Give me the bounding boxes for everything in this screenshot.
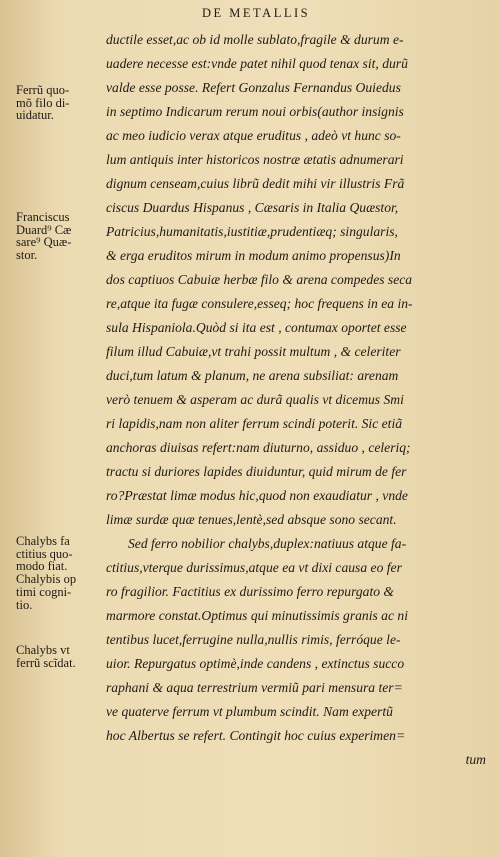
margin-note-line: timi cogni- [16,584,72,599]
text-line: ro?Præstat limæ modus hic,quod non exaudiatur , vnde [106,488,408,503]
text-line: ductile esset,ac ob id molle sublato,fragile & durum e- [106,32,404,47]
margin-note-ferrum-quomodo [16,84,106,122]
margin-note-line: Chalybs fa [16,534,70,548]
margin-note-line: tio. [16,597,33,612]
text-line: verò tenuem & asperam ac durã qualis vt dicemus Smi [106,392,404,407]
text-line: ciscus Duardus Hispanus , Cæsaris in Italia Quæstor, [106,200,399,215]
margin-note-line: Ferrũ quo- [16,83,70,97]
text-line: filum illud Cabuiæ,vt trahi possit multum , & celeriter [106,344,401,359]
text-line: marmore constat.Optimus qui minutissimis granis ac ni [106,608,408,623]
text-line: tentibus lucet,ferrugine nulla,nullis rimis, ferróque le- [106,632,401,647]
margin-note-line: Chalybis op [16,572,77,587]
text-line: uior. Repurgatus optimè,inde candens , extinctus succo [106,656,405,671]
running-header: DE METALLIS [202,6,311,20]
text-line: dos captiuos Cabuiæ herbæ filo & arena compedes seca [106,272,413,287]
text-line: sula Hispaniola.Quòd si ita est , contumax oportet esse [106,320,407,335]
text-line: ro fragilior. Factitius ex durissimo ferro repurgato & [106,584,394,599]
text-line: limæ surdæ quæ tenues,lentè,sed absque sono secant. [106,512,397,527]
text-line: raphani & aqua terrestrium vermiũ pari mensura ter= [106,680,403,695]
margin-note-line: sare⁹ Quæ- [16,235,72,250]
text-line: valde esse posse. Refert Gonzalus Fernandus Ouiedus [106,80,401,95]
text-line: in septimo Indicarum rerum noui orbis(author insignis [106,104,404,119]
margin-note-line: Duard⁹ Cæ [16,222,72,237]
text-line: uadere necesse est:vnde patet nihil quod tenax sit, durũ [106,56,408,71]
text-line: duci,tum latum & planum, ne arena subsiliat: arenam [106,368,399,383]
text-line: lum antiquis inter historicos nostræ ætatis adnumerari [106,152,404,167]
margin-note-line: Chalybs vt [16,643,70,657]
text-line: tractu si duriores lapides diuiduntur, quid mirum de fer [106,464,407,479]
margin-note-line: Franciscus [16,210,70,224]
margin-note-line: mõ filo di- [16,95,70,110]
margin-note-line: ferrũ scĩdat. [16,655,76,670]
margin-note-line: ctitius quo- [16,546,73,561]
text-line: ri lapidis,nam non aliter ferrum scindi poterit. Sic etiã [106,416,403,431]
text-line: ve quaterve ferrum vt plumbum scindit. Nam expertũ [106,704,393,719]
text-line: ctitius,vterque durissimus,atque ea vt dixi causa eo fer [106,560,402,575]
text-line: Patricius,humanitatis,iustitiæ,prudentiæq; singularis, [106,224,398,239]
margin-note-chalybs-findat [16,644,106,669]
margin-note-line: modo fiat. [16,559,68,574]
main-text-block [106,28,486,772]
text-line: re,atque ita fugæ consulere,esseq; hoc frequens in ea in- [106,296,413,311]
paragraph-start-line: Sed ferro nobilior chalybs,duplex:natiuus atque fa- [128,536,407,551]
catchword: tum [465,752,486,767]
margin-note-franciscus-duardus [16,211,106,262]
text-line: & erga eruditos mirum in modum animo propensus)In [106,248,401,263]
text-line: anchoras diuisas refert:nam diuturno, assiduo , celeriq; [106,440,411,455]
margin-note-line: uidatur. [16,108,54,123]
text-line: dignum censeam,cuius librũ dedit mihi vir illustris Frã [106,176,405,191]
text-line: hoc Albertus se refert. Contingit hoc cuius experimen= [106,728,406,743]
margin-note-line: stor. [16,248,38,263]
margin-note-chalybs-factitius [16,535,106,611]
text-line: ac meo iudicio verax atque eruditus , adeò vt hunc so- [106,128,401,143]
